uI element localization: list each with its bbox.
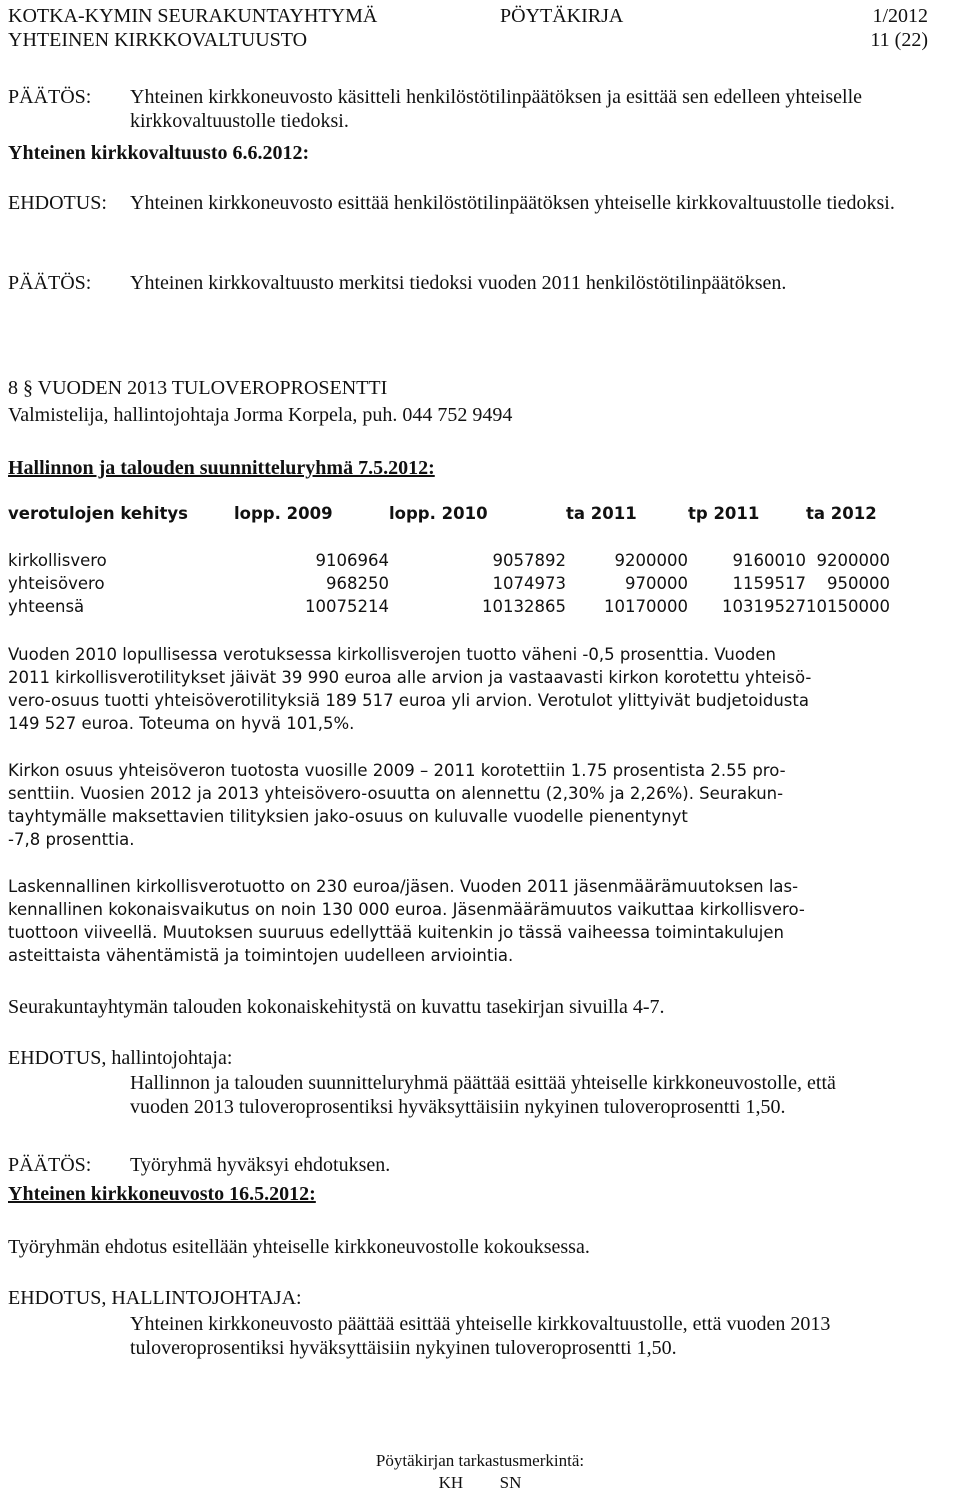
tax-revenue-table (8, 502, 890, 618)
decision-label: PÄÄTÖS: (8, 86, 92, 108)
paragraph: Seurakuntayhtymän talouden kokonaiskehitystä on kuvattu tasekirjan sivuilla 4-7. (8, 996, 665, 1018)
review-mark-label: Pöytäkirjan tarkastusmerkintä: (375, 1451, 585, 1470)
text-line: 2011 kirkollisverotilitykset jäivät 39 990 euroa alle arvion ja vastaavasti kirkon korotettu yhteisö- (8, 668, 812, 687)
meeting-heading: Yhteinen kirkkoneuvosto 16.5.2012: (8, 1183, 316, 1205)
reviewer-initials (0, 1472, 960, 1494)
text-line: asteittaista vähentämistä ja toimintojen uudelleen arviointia. (8, 946, 514, 965)
text-line: vero-osuus tuotti yhteisöverotilityksiä 189 517 euroa yli arvion. Verotulot ylittyivät budjetoidusta (8, 691, 809, 710)
section-title: VUODEN 2013 TULOVEROPROSENTTI (37, 377, 388, 399)
table-row (8, 549, 890, 572)
initials: KH (438, 1473, 464, 1492)
preparer-line: Valmistelija, hallintojohtaja Jorma Korpela, puh. 044 752 9494 (8, 404, 513, 426)
proposal-label: EHDOTUS, HALLINTOJOHTAJA: (8, 1287, 302, 1309)
table-cell: yhteensä (8, 597, 85, 616)
document-number: 1/2012 (872, 5, 928, 27)
table-header-cell: tp 2011 (688, 504, 760, 523)
section-number: 8 (8, 377, 18, 399)
paragraph (8, 875, 932, 967)
text-line: tuottoon viiveellä. Muutoksen suuruus edellyttää kuitenkin jo tässä vaiheessa toimintakulujen (8, 923, 784, 942)
header-row-1 (8, 4, 928, 28)
decision-label: PÄÄTÖS: (8, 1154, 92, 1176)
table-cell: 10150000 (806, 597, 890, 616)
text-line: Yhteinen kirkkoneuvosto päättää esittää yhteiselle kirkkovaltuustolle, että vuoden 2013 (130, 1313, 831, 1335)
text-line: -7,8 prosenttia. (8, 830, 135, 849)
table-cell: 10170000 (604, 597, 688, 616)
proposal-label: EHDOTUS: (8, 192, 107, 214)
table-cell: 9200000 (816, 551, 890, 570)
text-line: Kirkon osuus yhteisöveron tuotosta vuosille 2009 – 2011 korotettiin 1.75 prosentista 2.55 pro- (8, 761, 786, 780)
table-cell: kirkollisvero (8, 551, 107, 570)
table-cell: 970000 (625, 574, 688, 593)
text-line: senttiin. Vuosien 2012 ja 2013 yhteisövero-osuutta on alennettu (2,30% ja 2,26%). Seurakun- (8, 784, 784, 803)
table-header-cell: ta 2012 (806, 504, 877, 523)
meeting-heading: Hallinnon ja talouden suunnitteluryhmä 7.5.2012: (8, 457, 435, 479)
decision-label: PÄÄTÖS: (8, 272, 92, 294)
paragraph (8, 759, 932, 851)
initials: SN (499, 1473, 522, 1492)
body-name: YHTEINEN KIRKKOVALTUUSTO (8, 29, 308, 51)
table-cell: 1074973 (492, 574, 566, 593)
section-symbol: § (23, 377, 33, 399)
organization-name: KOTKA-KYMIN SEURAKUNTAYHTYMÄ (8, 5, 378, 27)
meeting-heading: Yhteinen kirkkovaltuusto 6.6.2012: (8, 142, 310, 164)
paragraph (8, 643, 932, 735)
text-line: tuloveroprosentiksi hyväksyttäisiin nykyinen tuloveroprosentti 1,50. (130, 1337, 677, 1359)
table-cell: 10319527 (722, 597, 806, 616)
text-line: vuoden 2013 tuloveroprosentiksi hyväksyttäisiin nykyinen tuloveroprosentti 1,50. (130, 1096, 786, 1118)
document-type: PÖYTÄKIRJA (500, 5, 624, 27)
proposal-label: EHDOTUS, hallintojohtaja: (8, 1047, 233, 1069)
text-line: kennallinen kokonaisvaikutus on noin 130 000 euroa. Jäsenmäärämuutos vaikuttaa kirkollisvero- (8, 900, 805, 919)
text-line: tayhtymälle maksettavien tilityksien jako-osuus on kuluvalle vuodelle pienentynyt (8, 807, 688, 826)
document-header (8, 4, 928, 52)
table-cell: 9200000 (614, 551, 688, 570)
table-row (8, 595, 890, 618)
table-header-cell: ta 2011 (566, 504, 637, 523)
text-line: Laskennallinen kirkollisverotuotto on 230 euroa/jäsen. Vuoden 2011 jäsenmäärämuutoksen las- (8, 877, 799, 896)
text-line: Hallinnon ja talouden suunnitteluryhmä päättää esittää yhteiselle kirkkoneuvostolle, että (130, 1072, 836, 1094)
header-row-2 (8, 28, 928, 52)
page-footer (0, 1450, 960, 1494)
table-cell: 950000 (826, 574, 890, 593)
table-cell: 10132865 (482, 597, 566, 616)
table-row (8, 572, 890, 595)
table-header-cell: lopp. 2009 (234, 504, 333, 523)
table-cell: 968250 (326, 574, 389, 593)
table-header-cell: lopp. 2010 (389, 504, 488, 523)
table-cell: yhteisövero (8, 574, 105, 593)
table-cell: 10075214 (305, 597, 389, 616)
table-header-row (8, 502, 890, 525)
paragraph: Työryhmän ehdotus esitellään yhteiselle kirkkoneuvostolle kokouksessa. (8, 1236, 590, 1258)
proposal-text: Yhteinen kirkkoneuvosto esittää henkilöstötilinpäätöksen yhteiselle kirkkovaltuustolle tiedoksi. (130, 192, 895, 214)
table-cell: 1159517 (732, 574, 806, 593)
table-cell: 9106964 (315, 551, 389, 570)
text-line: Vuoden 2010 lopullisessa verotuksessa kirkollisverojen tuotto väheni -0,5 prosenttia. Vuoden (8, 645, 776, 664)
page-number: 11 (22) (870, 29, 928, 51)
table-cell: 9057892 (492, 551, 566, 570)
decision-text: Työryhmä hyväksyi ehdotuksen. (130, 1154, 391, 1176)
section-heading (8, 376, 387, 400)
proposal-text (130, 1312, 932, 1360)
decision-text: Yhteinen kirkkovaltuusto merkitsi tiedoksi vuoden 2011 henkilöstötilinpäätöksen. (130, 272, 787, 294)
table-header-cell: verotulojen kehitys (8, 504, 188, 523)
decision-text: Yhteinen kirkkoneuvosto käsitteli henkilöstötilinpäätöksen ja esittää sen edelleen yhteiselle kirkkovaltuustolle tiedoksi. (130, 86, 863, 132)
text-line: 149 527 euroa. Toteuma on hyvä 101,5%. (8, 714, 355, 733)
proposal-text (130, 1071, 932, 1119)
table-cell: 9160010 (732, 551, 806, 570)
